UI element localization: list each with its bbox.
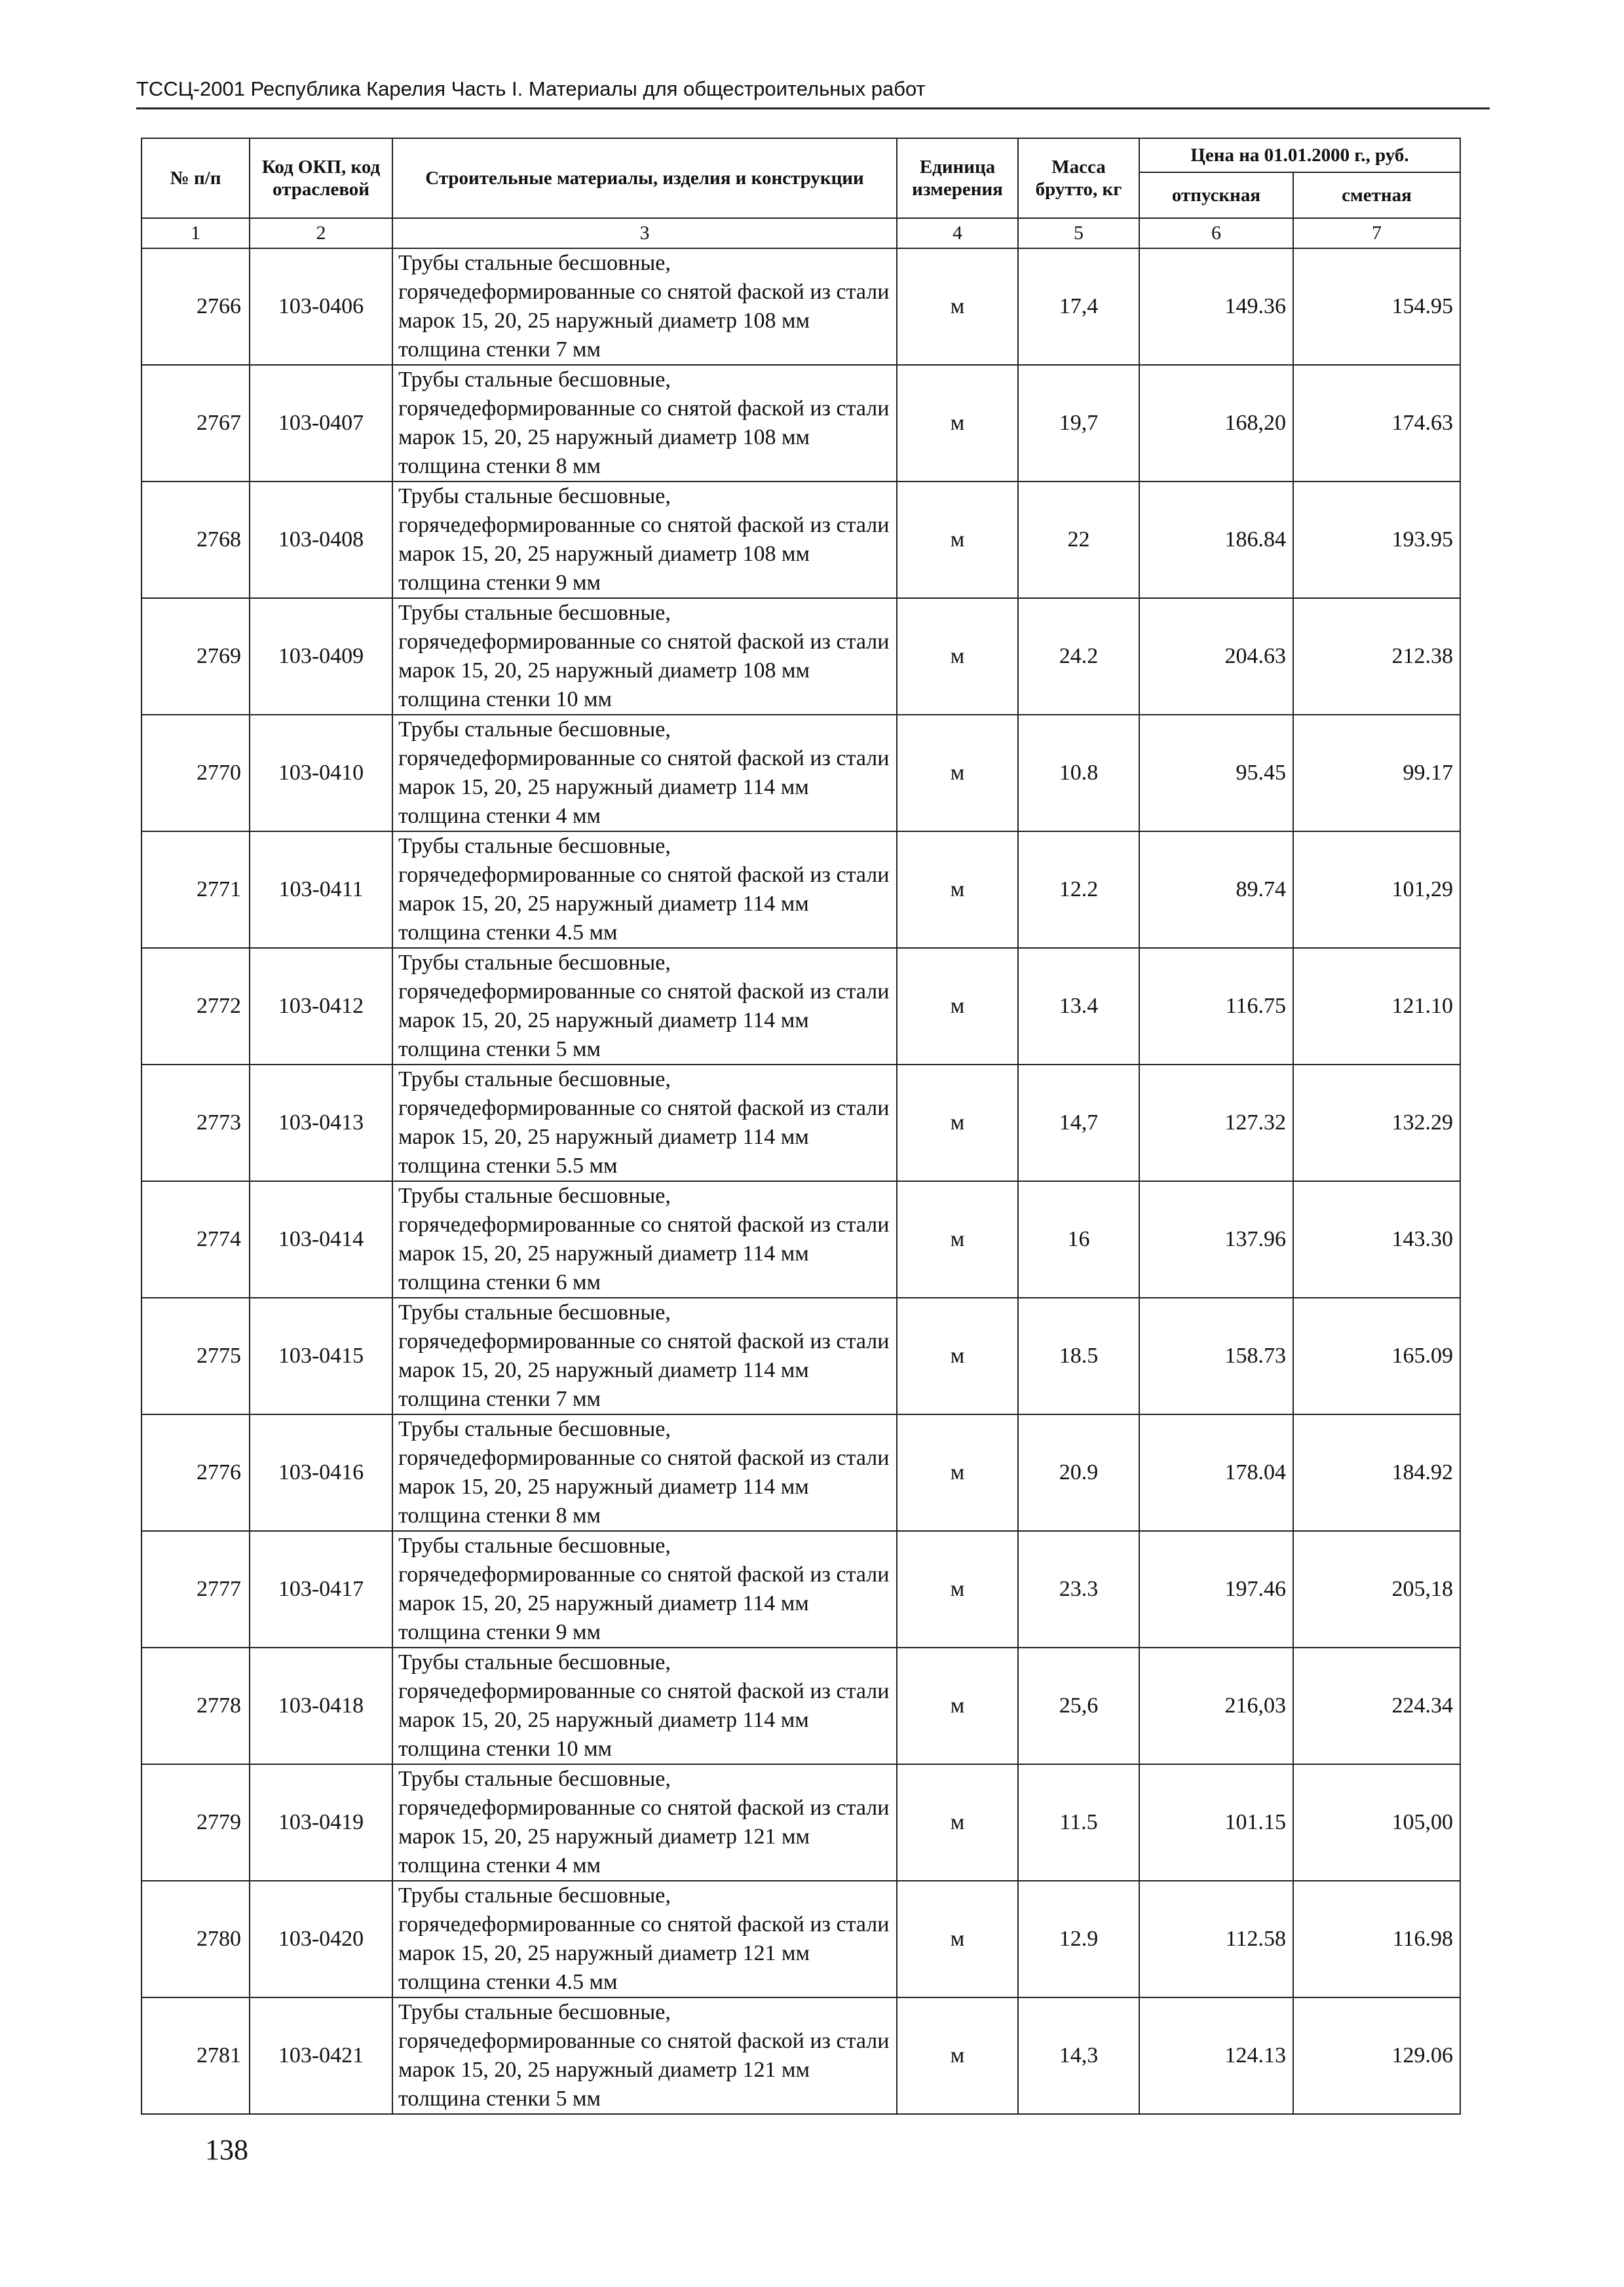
mass-cell: 22 <box>1018 482 1139 598</box>
price-release-cell: 112.58 <box>1139 1881 1293 1997</box>
price-release-cell: 197.46 <box>1139 1531 1293 1648</box>
mass-cell: 25,6 <box>1018 1648 1139 1764</box>
row-number: 2766 <box>142 248 250 365</box>
row-number: 2767 <box>142 365 250 482</box>
table-row <box>142 1764 1460 1881</box>
header-rule <box>136 107 1490 109</box>
row-number: 2779 <box>142 1764 250 1881</box>
column-number-row <box>142 218 1460 248</box>
row-number: 2781 <box>142 1997 250 2114</box>
unit-cell: м <box>897 831 1018 948</box>
table-row <box>142 1881 1460 1997</box>
okp-code: 103-0413 <box>250 1065 392 1181</box>
price-release-cell: 186.84 <box>1139 482 1293 598</box>
row-number: 2773 <box>142 1065 250 1181</box>
unit-cell: м <box>897 948 1018 1065</box>
table-row <box>142 1648 1460 1764</box>
unit-cell: м <box>897 1065 1018 1181</box>
unit-cell: м <box>897 1881 1018 1997</box>
mass-cell: 23.3 <box>1018 1531 1139 1648</box>
table-row <box>142 1414 1460 1531</box>
row-number: 2772 <box>142 948 250 1065</box>
price-release-cell: 178.04 <box>1139 1414 1293 1531</box>
price-release-cell: 149.36 <box>1139 248 1293 365</box>
price-estimate-cell: 212.38 <box>1293 598 1460 715</box>
okp-code: 103-0416 <box>250 1414 392 1531</box>
column-number: 3 <box>392 218 897 248</box>
price-release-cell: 158.73 <box>1139 1298 1293 1414</box>
table-row <box>142 1298 1460 1414</box>
header-mass: Масса брутто, кг <box>1018 138 1139 218</box>
row-number: 2774 <box>142 1181 250 1298</box>
okp-code: 103-0417 <box>250 1531 392 1648</box>
price-release-cell: 116.75 <box>1139 948 1293 1065</box>
table-row <box>142 598 1460 715</box>
okp-code: 103-0421 <box>250 1997 392 2114</box>
price-estimate-cell: 165.09 <box>1293 1298 1460 1414</box>
table-row <box>142 948 1460 1065</box>
column-number: 6 <box>1139 218 1293 248</box>
page-number: 138 <box>205 2134 248 2166</box>
header-num: № п/п <box>142 138 250 218</box>
okp-code: 103-0415 <box>250 1298 392 1414</box>
unit-cell: м <box>897 1181 1018 1298</box>
mass-cell: 14,3 <box>1018 1997 1139 2114</box>
header-code: Код ОКП, код отраслевой <box>250 138 392 218</box>
okp-code: 103-0420 <box>250 1881 392 1997</box>
okp-code: 103-0411 <box>250 831 392 948</box>
material-description: Трубы стальные бесшовные, горячедеформированные со снятой фаской из стали марок 15, 20, 25 наружный диаметр 108 мм толщина стенки 8 мм <box>392 365 897 482</box>
mass-cell: 10.8 <box>1018 715 1139 831</box>
unit-cell: м <box>897 1531 1018 1648</box>
mass-cell: 12.2 <box>1018 831 1139 948</box>
table-row <box>142 715 1460 831</box>
price-estimate-cell: 143.30 <box>1293 1181 1460 1298</box>
price-release-cell: 101.15 <box>1139 1764 1293 1881</box>
material-description: Трубы стальные бесшовные, горячедеформированные со снятой фаской из стали марок 15, 20, 25 наружный диаметр 108 мм толщина стенки 9 мм <box>392 482 897 598</box>
row-number: 2777 <box>142 1531 250 1648</box>
material-description: Трубы стальные бесшовные, горячедеформированные со снятой фаской из стали марок 15, 20, 25 наружный диаметр 108 мм толщина стенки 10 мм <box>392 598 897 715</box>
material-description: Трубы стальные бесшовные, горячедеформированные со снятой фаской из стали марок 15, 20, 25 наружный диаметр 114 мм толщина стенки 6 мм <box>392 1181 897 1298</box>
table-row <box>142 831 1460 948</box>
mass-cell: 12.9 <box>1018 1881 1139 1997</box>
okp-code: 103-0408 <box>250 482 392 598</box>
material-description: Трубы стальные бесшовные, горячедеформированные со снятой фаской из стали марок 15, 20, 25 наружный диаметр 114 мм толщина стенки 7 мм <box>392 1298 897 1414</box>
mass-cell: 16 <box>1018 1181 1139 1298</box>
row-number: 2771 <box>142 831 250 948</box>
price-estimate-cell: 174.63 <box>1293 365 1460 482</box>
unit-cell: м <box>897 1648 1018 1764</box>
mass-cell: 11.5 <box>1018 1764 1139 1881</box>
table-row <box>142 365 1460 482</box>
table-body <box>142 248 1460 2114</box>
price-estimate-cell: 224.34 <box>1293 1648 1460 1764</box>
mass-cell: 17,4 <box>1018 248 1139 365</box>
price-release-cell: 127.32 <box>1139 1065 1293 1181</box>
page-header: ТССЦ-2001 Республика Карелия Часть I. Материалы для общестроительных работ <box>136 77 926 100</box>
price-estimate-cell: 154.95 <box>1293 248 1460 365</box>
mass-cell: 20.9 <box>1018 1414 1139 1531</box>
okp-code: 103-0414 <box>250 1181 392 1298</box>
header-unit: Единица измерения <box>897 138 1018 218</box>
price-estimate-cell: 193.95 <box>1293 482 1460 598</box>
unit-cell: м <box>897 1764 1018 1881</box>
mass-cell: 19,7 <box>1018 365 1139 482</box>
price-estimate-cell: 121.10 <box>1293 948 1460 1065</box>
table-row <box>142 1531 1460 1648</box>
row-number: 2778 <box>142 1648 250 1764</box>
material-description: Трубы стальные бесшовные, горячедеформированные со снятой фаской из стали марок 15, 20, 25 наружный диаметр 114 мм толщина стенки 8 мм <box>392 1414 897 1531</box>
row-number: 2776 <box>142 1414 250 1531</box>
header-row <box>142 138 1460 172</box>
row-number: 2770 <box>142 715 250 831</box>
material-description: Трубы стальные бесшовные, горячедеформированные со снятой фаской из стали марок 15, 20, 25 наружный диаметр 114 мм толщина стенки 9 мм <box>392 1531 897 1648</box>
price-estimate-cell: 129.06 <box>1293 1997 1460 2114</box>
unit-cell: м <box>897 1414 1018 1531</box>
unit-cell: м <box>897 1997 1018 2114</box>
unit-cell: м <box>897 248 1018 365</box>
okp-code: 103-0406 <box>250 248 392 365</box>
mass-cell: 18.5 <box>1018 1298 1139 1414</box>
okp-code: 103-0418 <box>250 1648 392 1764</box>
price-estimate-cell: 101,29 <box>1293 831 1460 948</box>
price-estimate-cell: 105,00 <box>1293 1764 1460 1881</box>
price-estimate-cell: 116.98 <box>1293 1881 1460 1997</box>
row-number: 2768 <box>142 482 250 598</box>
unit-cell: м <box>897 365 1018 482</box>
unit-cell: м <box>897 482 1018 598</box>
price-release-cell: 204.63 <box>1139 598 1293 715</box>
material-description: Трубы стальные бесшовные, горячедеформированные со снятой фаской из стали марок 15, 20, 25 наружный диаметр 114 мм толщина стенки 5.5 мм <box>392 1065 897 1181</box>
price-release-cell: 124.13 <box>1139 1997 1293 2114</box>
material-description: Трубы стальные бесшовные, горячедеформированные со снятой фаской из стали марок 15, 20, 25 наружный диаметр 114 мм толщина стенки 5 мм <box>392 948 897 1065</box>
row-number: 2780 <box>142 1881 250 1997</box>
table-row <box>142 482 1460 598</box>
column-number: 2 <box>250 218 392 248</box>
mass-cell: 14,7 <box>1018 1065 1139 1181</box>
price-release-cell: 95.45 <box>1139 715 1293 831</box>
material-description: Трубы стальные бесшовные, горячедеформированные со снятой фаской из стали марок 15, 20, 25 наружный диаметр 121 мм толщина стенки 5 мм <box>392 1997 897 2114</box>
okp-code: 103-0410 <box>250 715 392 831</box>
okp-code: 103-0409 <box>250 598 392 715</box>
row-number: 2775 <box>142 1298 250 1414</box>
price-estimate-cell: 99.17 <box>1293 715 1460 831</box>
header-price-estimate: сметная <box>1293 172 1460 218</box>
material-description: Трубы стальные бесшовные, горячедеформированные со снятой фаской из стали марок 15, 20, 25 наружный диаметр 114 мм толщина стенки 10 мм <box>392 1648 897 1764</box>
price-release-cell: 168,20 <box>1139 365 1293 482</box>
material-description: Трубы стальные бесшовные, горячедеформированные со снятой фаской из стали марок 15, 20, 25 наружный диаметр 121 мм толщина стенки 4.5 мм <box>392 1881 897 1997</box>
price-table <box>141 138 1461 2115</box>
unit-cell: м <box>897 1298 1018 1414</box>
material-description: Трубы стальные бесшовные, горячедеформированные со снятой фаской из стали марок 15, 20, 25 наружный диаметр 121 мм толщина стенки 4 мм <box>392 1764 897 1881</box>
price-estimate-cell: 184.92 <box>1293 1414 1460 1531</box>
price-release-cell: 89.74 <box>1139 831 1293 948</box>
price-release-cell: 137.96 <box>1139 1181 1293 1298</box>
column-number: 5 <box>1018 218 1139 248</box>
header-price-group: Цена на 01.01.2000 г., руб. <box>1139 138 1460 172</box>
okp-code: 103-0412 <box>250 948 392 1065</box>
header-price-release: отпускная <box>1139 172 1293 218</box>
mass-cell: 24.2 <box>1018 598 1139 715</box>
price-estimate-cell: 205,18 <box>1293 1531 1460 1648</box>
column-number: 1 <box>142 218 250 248</box>
unit-cell: м <box>897 598 1018 715</box>
column-number: 7 <box>1293 218 1460 248</box>
price-estimate-cell: 132.29 <box>1293 1065 1460 1181</box>
table-row <box>142 1181 1460 1298</box>
row-number: 2769 <box>142 598 250 715</box>
material-description: Трубы стальные бесшовные, горячедеформированные со снятой фаской из стали марок 15, 20, 25 наружный диаметр 108 мм толщина стенки 7 мм <box>392 248 897 365</box>
price-release-cell: 216,03 <box>1139 1648 1293 1764</box>
material-description: Трубы стальные бесшовные, горячедеформированные со снятой фаской из стали марок 15, 20, 25 наружный диаметр 114 мм толщина стенки 4.5 мм <box>392 831 897 948</box>
table-row <box>142 248 1460 365</box>
header-name: Строительные материалы, изделия и конструкции <box>392 138 897 218</box>
table-row <box>142 1997 1460 2114</box>
unit-cell: м <box>897 715 1018 831</box>
okp-code: 103-0407 <box>250 365 392 482</box>
material-description: Трубы стальные бесшовные, горячедеформированные со снятой фаской из стали марок 15, 20, 25 наружный диаметр 114 мм толщина стенки 4 мм <box>392 715 897 831</box>
mass-cell: 13.4 <box>1018 948 1139 1065</box>
okp-code: 103-0419 <box>250 1764 392 1881</box>
column-number: 4 <box>897 218 1018 248</box>
table-row <box>142 1065 1460 1181</box>
